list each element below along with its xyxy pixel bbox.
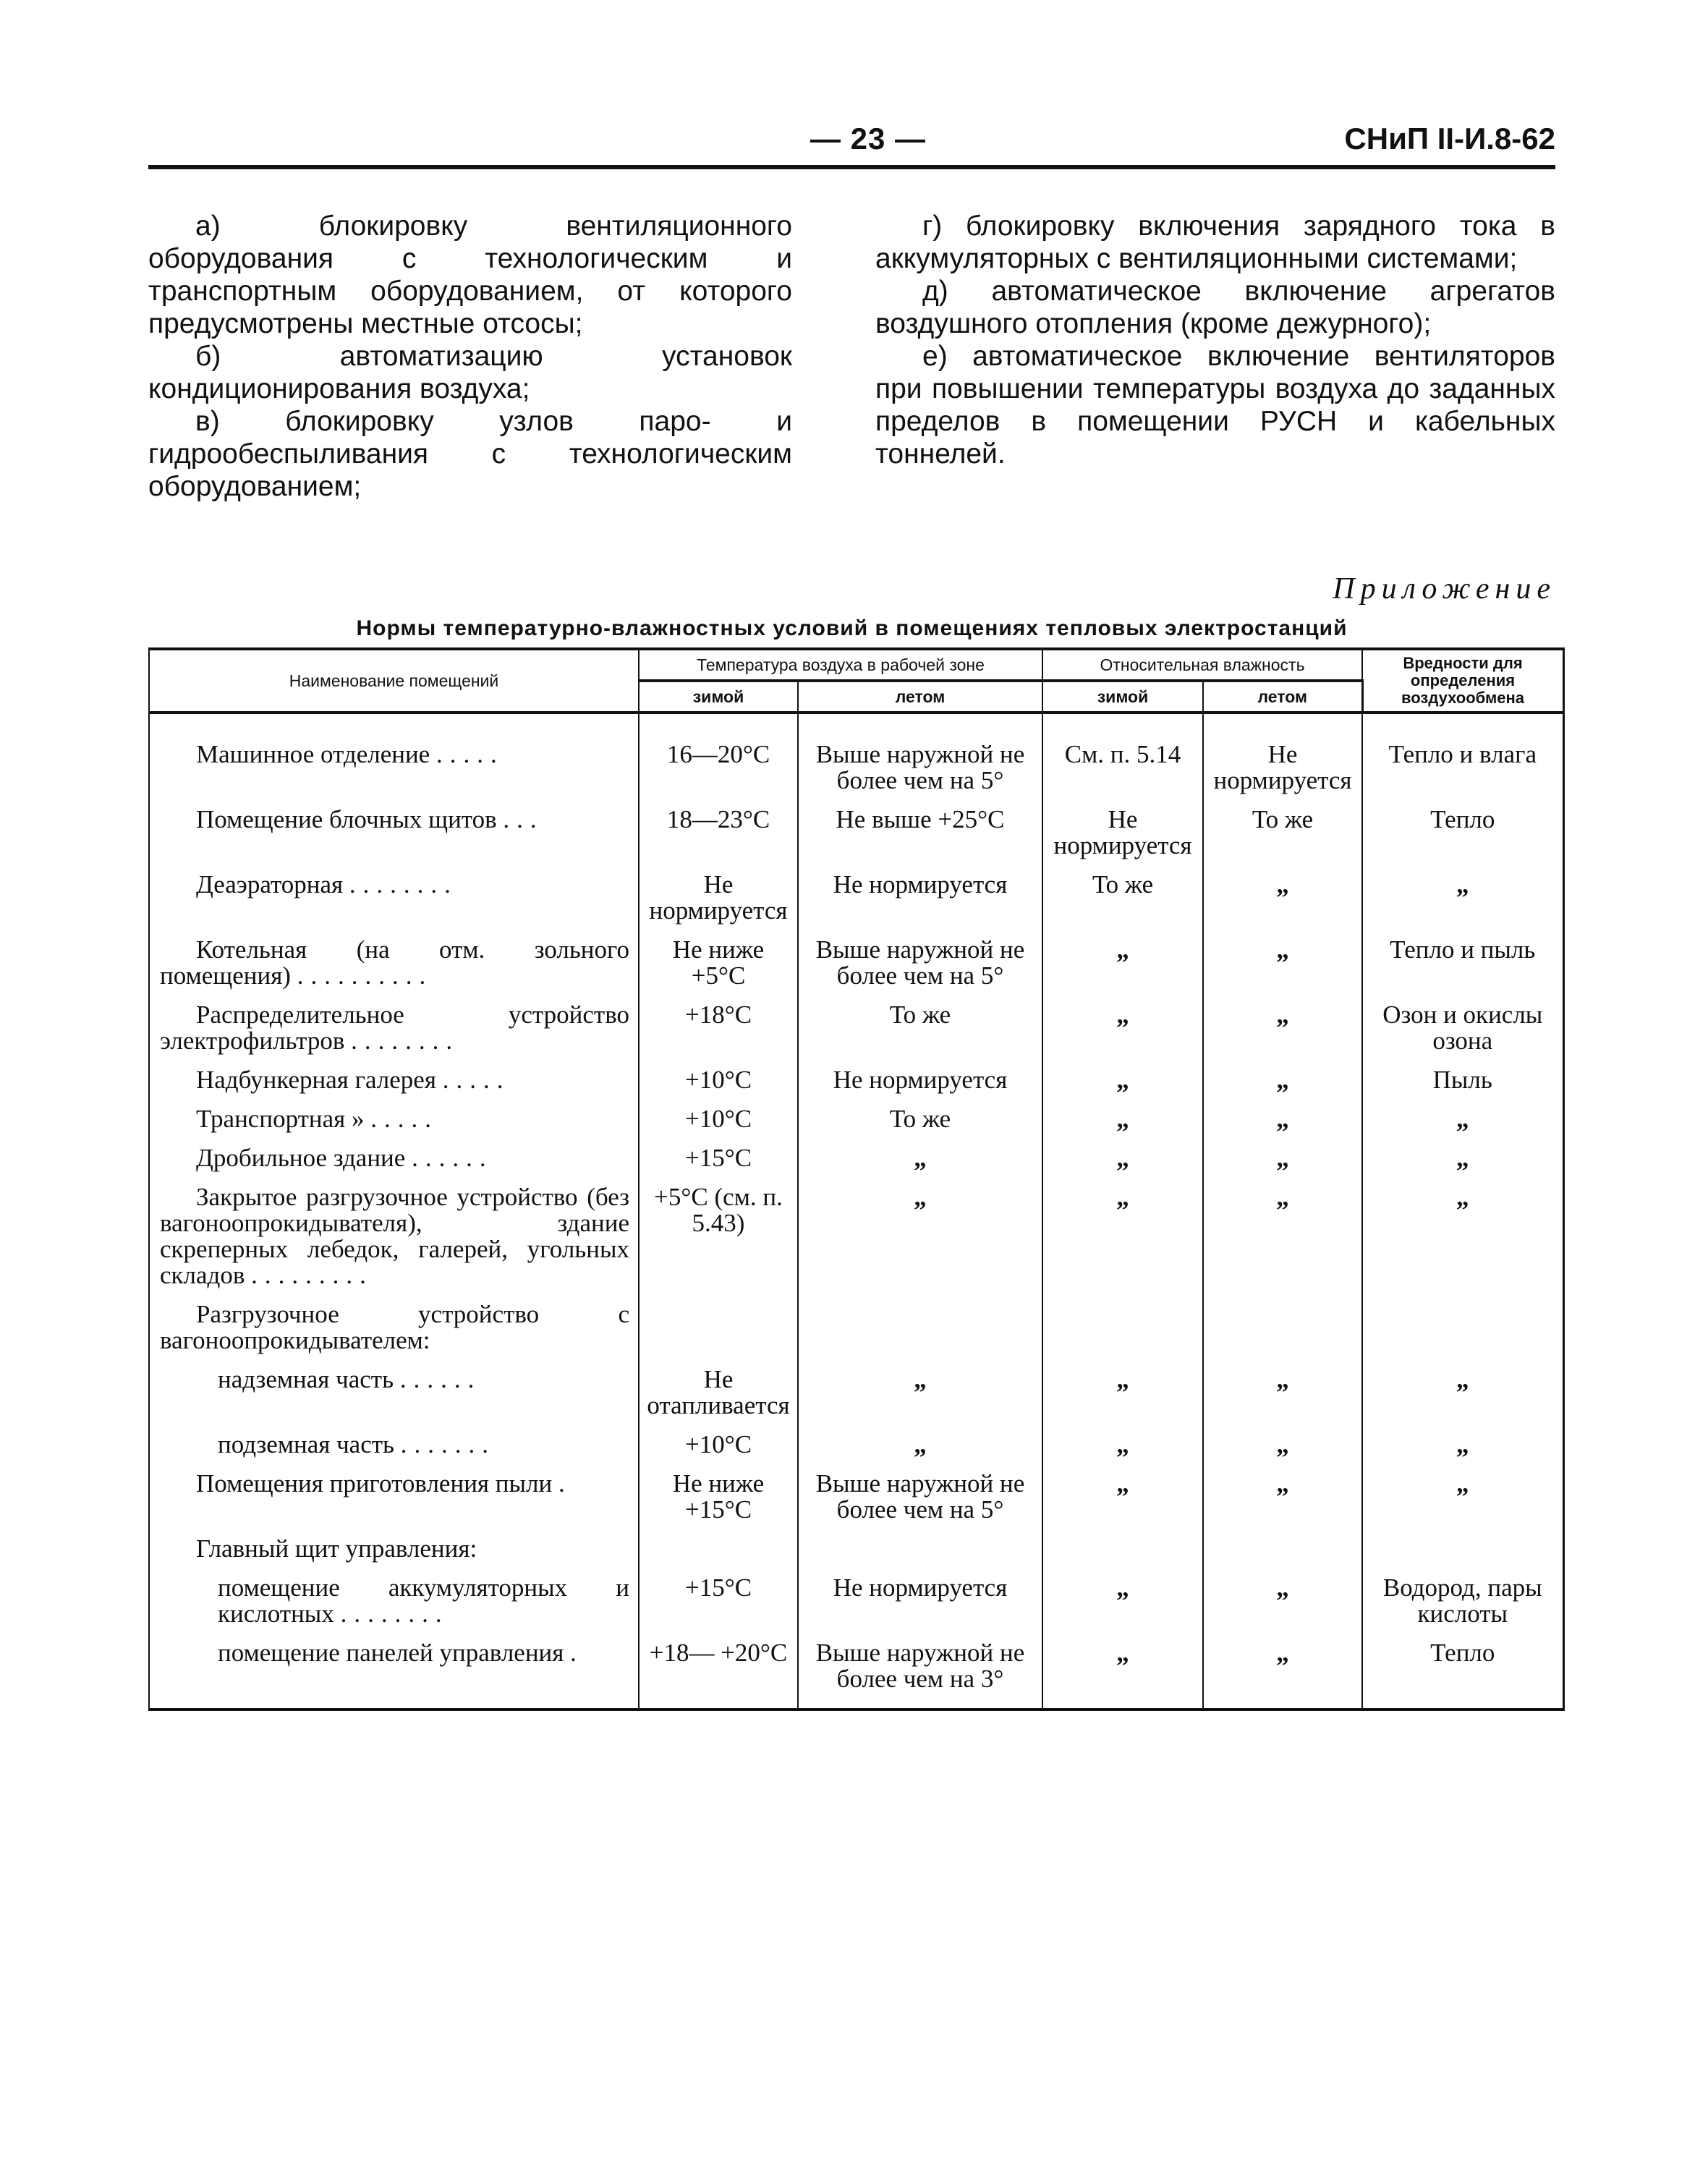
t-summer-cell: Выше наружной не более чем на 5°: [798, 742, 1042, 794]
h-summer-cell: „: [1203, 1067, 1362, 1093]
h-winter-cell: „: [1042, 937, 1203, 989]
paragraph-g: г) блокировку включения зарядного тока в аккумуляторных с вентиляционными системами;: [875, 211, 1555, 274]
page-number: — 23 —: [810, 122, 927, 156]
harmful-cell: Пыль: [1362, 1067, 1563, 1093]
table-row: [149, 1536, 1563, 1562]
room-name: Закрытое разгрузочное устройство (без вагоноопрокидывателя), здание скреперных лебедок, галерей, угольных складов .........: [160, 1183, 629, 1289]
room-name: помещение аккумуляторных и кислотных ........: [218, 1573, 629, 1628]
room-name-cell: [149, 1145, 639, 1171]
t-summer-cell: „: [798, 1367, 1042, 1419]
t-summer-cell: [798, 1536, 1042, 1562]
t-winter-cell: +10°С: [639, 1432, 798, 1458]
t-winter-cell: Не ниже +5°С: [639, 937, 798, 989]
room-name-cell: [149, 937, 639, 989]
t-summer-cell: „: [798, 1432, 1042, 1458]
leader-dots: .........: [251, 1261, 373, 1289]
room-name-cell: [149, 807, 639, 859]
t-winter-cell: Не отапливается: [639, 1367, 798, 1419]
harmful-cell: Водород, пары кислоты: [1362, 1575, 1563, 1627]
harmful-cell: „: [1362, 872, 1563, 924]
table-row: [149, 1432, 1563, 1458]
h-summer-cell: „: [1203, 1640, 1362, 1692]
header-humidity: Относительная влажность: [1042, 649, 1362, 681]
t-summer-cell: „: [798, 1184, 1042, 1288]
t-summer-cell: Не нормируется: [798, 1575, 1042, 1627]
harmful-cell: „: [1362, 1367, 1563, 1419]
leader-dots: .....: [370, 1105, 439, 1133]
header-hum-winter: зимой: [1042, 681, 1203, 713]
h-summer-cell: „: [1203, 1184, 1362, 1288]
room-name: Помещение блочных щитов ...: [196, 805, 544, 833]
harmful-cell: „: [1362, 1471, 1563, 1523]
t-winter-cell: +10°С: [639, 1067, 798, 1093]
room-name: Разгрузочное устройство с вагоноопрокидывателем:: [160, 1300, 629, 1354]
harmful-cell: Тепло: [1362, 1640, 1563, 1692]
header-temp-winter: зимой: [639, 681, 798, 713]
appendix-label: Приложение: [1333, 572, 1556, 606]
h-summer-cell: „: [1203, 1432, 1362, 1458]
h-winter-cell: „: [1042, 1184, 1203, 1288]
t-winter-cell: 18—23°С: [639, 807, 798, 859]
h-winter-cell: „: [1042, 1002, 1203, 1054]
h-winter-cell: [1042, 1536, 1203, 1562]
leader-dots: .: [570, 1639, 584, 1667]
table-row: [149, 872, 1563, 924]
room-name: подземная часть .......: [218, 1430, 496, 1458]
t-winter-cell: Не ниже +15°С: [639, 1471, 798, 1523]
h-summer-cell: То же: [1203, 807, 1362, 859]
harmful-cell: „: [1362, 1145, 1563, 1171]
t-winter-cell: +15°С: [639, 1575, 798, 1627]
t-winter-cell: +15°С: [639, 1145, 798, 1171]
paragraph-v: в) блокировку узлов паро- и гидрообеспыливания с технологическим оборудованием;: [148, 406, 792, 502]
room-name-cell: [149, 1367, 639, 1419]
h-summer-cell: „: [1203, 1106, 1362, 1132]
leader-dots: ......: [412, 1144, 493, 1172]
h-winter-cell: [1042, 1301, 1203, 1354]
harmful-cell: [1362, 1301, 1563, 1354]
table-row: [149, 1471, 1563, 1523]
room-name: Главный щит управления:: [196, 1534, 477, 1563]
room-name-cell: [149, 1184, 639, 1288]
t-summer-cell: Не нормируется: [798, 872, 1042, 924]
header-rule: [148, 165, 1555, 169]
h-winter-cell: „: [1042, 1575, 1203, 1627]
h-summer-cell: [1203, 1536, 1362, 1562]
t-winter-cell: +10°С: [639, 1106, 798, 1132]
leader-dots: .......: [400, 1430, 496, 1458]
h-summer-cell: „: [1203, 1145, 1362, 1171]
room-name: надземная часть ......: [218, 1365, 482, 1393]
h-winter-cell: „: [1042, 1367, 1203, 1419]
h-summer-cell: [1203, 1301, 1362, 1354]
room-name: Дробильное здание ......: [196, 1144, 493, 1172]
paragraph-e: е) автоматическое включение вентиляторов при повышении температуры воздуха до заданных пределов в помещении РУСН и кабельных тоннелей.: [875, 341, 1555, 470]
t-summer-cell: „: [798, 1145, 1042, 1171]
room-name-cell: [149, 1002, 639, 1054]
leader-dots: ..........: [297, 961, 433, 990]
t-winter-cell: 16—20°С: [639, 742, 798, 794]
t-summer-cell: То же: [798, 1106, 1042, 1132]
harmful-cell: Тепло: [1362, 807, 1563, 859]
t-winter-cell: +18°С: [639, 1002, 798, 1054]
leader-dots: ........: [351, 1027, 460, 1055]
h-summer-cell: „: [1203, 937, 1362, 989]
harmful-cell: Тепло и пыль: [1362, 937, 1563, 989]
h-winter-cell: „: [1042, 1145, 1203, 1171]
header-room-name: Наименование помещений: [149, 649, 639, 713]
room-name: помещение панелей управления .: [218, 1639, 584, 1667]
harmful-cell: Озон и окислы озона: [1362, 1002, 1563, 1054]
paragraph-d: д) автоматическое включение агрегатов воздушного отопления (кроме дежурного);: [875, 276, 1555, 339]
h-winter-cell: „: [1042, 1067, 1203, 1093]
t-summer-cell: То же: [798, 1002, 1042, 1054]
room-name-cell: [149, 1432, 639, 1458]
leader-dots: ........: [349, 870, 458, 899]
table-row: [149, 1640, 1563, 1692]
h-winter-cell: „: [1042, 1106, 1203, 1132]
h-winter-cell: Не нормируется: [1042, 807, 1203, 859]
room-name: Помещения приготовления пыли .: [196, 1469, 572, 1498]
table-row: [149, 1575, 1563, 1627]
room-name-cell: [149, 872, 639, 924]
room-name: Деаэраторная ........: [196, 870, 458, 899]
h-summer-cell: „: [1203, 1367, 1362, 1419]
t-winter-cell: Не нормируется: [639, 872, 798, 924]
t-summer-cell: Не выше +25°С: [798, 807, 1042, 859]
leader-dots: .: [558, 1469, 572, 1498]
room-name: Машинное отделение .....: [196, 740, 504, 768]
h-summer-cell: „: [1203, 1575, 1362, 1627]
room-name-cell: [149, 1106, 639, 1132]
room-name-cell: [149, 1575, 639, 1627]
h-summer-cell: „: [1203, 1471, 1362, 1523]
room-name-cell: [149, 742, 639, 794]
harmful-cell: [1362, 1536, 1563, 1562]
t-summer-cell: Выше наружной не более чем на 5°: [798, 937, 1042, 989]
table-row: [149, 1184, 1563, 1288]
right-text-column: [875, 210, 1555, 470]
h-summer-cell: Не нормируется: [1203, 742, 1362, 794]
room-name-cell: [149, 1640, 639, 1692]
harmful-cell: Тепло и влага: [1362, 742, 1563, 794]
harmful-cell: „: [1362, 1106, 1563, 1132]
harmful-cell: „: [1362, 1184, 1563, 1288]
t-summer-cell: Не нормируется: [798, 1067, 1042, 1093]
room-name-cell: [149, 1067, 639, 1093]
header-harmful: Вредности для определения воздухообмена: [1362, 649, 1563, 713]
t-winter-cell: +18— +20°С: [639, 1640, 798, 1692]
left-text-column: [148, 210, 792, 503]
leader-dots: .....: [442, 1066, 511, 1094]
t-winter-cell: [639, 1301, 798, 1354]
leader-dots: .....: [436, 740, 504, 768]
table-row: [149, 1067, 1563, 1093]
h-winter-cell: То же: [1042, 872, 1203, 924]
room-name-cell: [149, 1536, 639, 1562]
room-name: Распределительное устройство электрофильтров ........: [160, 1001, 629, 1055]
header-hum-summer: летом: [1203, 681, 1362, 713]
t-summer-cell: Выше наружной не более чем на 5°: [798, 1471, 1042, 1523]
leader-dots: ......: [399, 1365, 482, 1393]
norms-table: [148, 647, 1565, 1711]
table-row: [149, 742, 1563, 794]
t-summer-cell: Выше наружной не более чем на 3°: [798, 1640, 1042, 1692]
h-winter-cell: „: [1042, 1471, 1203, 1523]
h-summer-cell: „: [1203, 872, 1362, 924]
header-temperature: Температура воздуха в рабочей зоне: [639, 649, 1042, 681]
header-temp-summer: летом: [798, 681, 1042, 713]
table-row: [149, 937, 1563, 989]
table-row: [149, 1106, 1563, 1132]
room-name-cell: [149, 1301, 639, 1354]
room-name: Надбункерная галерея .....: [196, 1066, 511, 1094]
table-row: [149, 1145, 1563, 1171]
h-summer-cell: „: [1203, 1002, 1362, 1054]
room-name-cell: [149, 1471, 639, 1523]
paragraph-b: б) автоматизацию установок кондиционирования воздуха;: [148, 341, 792, 404]
t-winter-cell: [639, 1536, 798, 1562]
t-winter-cell: +5°С (см. п. 5.43): [639, 1184, 798, 1288]
leader-dots: ........: [340, 1600, 449, 1628]
room-name: Транспортная » .....: [196, 1105, 439, 1133]
room-name: Котельная (на отм. зольного помещения) ..........: [160, 935, 629, 990]
harmful-cell: „: [1362, 1432, 1563, 1458]
paragraph-a: а) блокировку вентиляционного оборудования с технологическим и транспортным оборудованием, от которого предусмотрены местные отсосы;: [148, 211, 792, 339]
table-row: [149, 807, 1563, 859]
table-title: Нормы температурно-влажностных условий в помещениях тепловых электростанций: [356, 616, 1348, 640]
h-winter-cell: См. п. 5.14: [1042, 742, 1203, 794]
h-winter-cell: „: [1042, 1432, 1203, 1458]
document-code: СНиП II-И.8-62: [1344, 122, 1555, 156]
leader-dots: ...: [503, 805, 544, 833]
h-winter-cell: „: [1042, 1640, 1203, 1692]
table-row: [149, 1367, 1563, 1419]
t-summer-cell: [798, 1301, 1042, 1354]
table-row: [149, 1301, 1563, 1354]
table-row: [149, 1002, 1563, 1054]
